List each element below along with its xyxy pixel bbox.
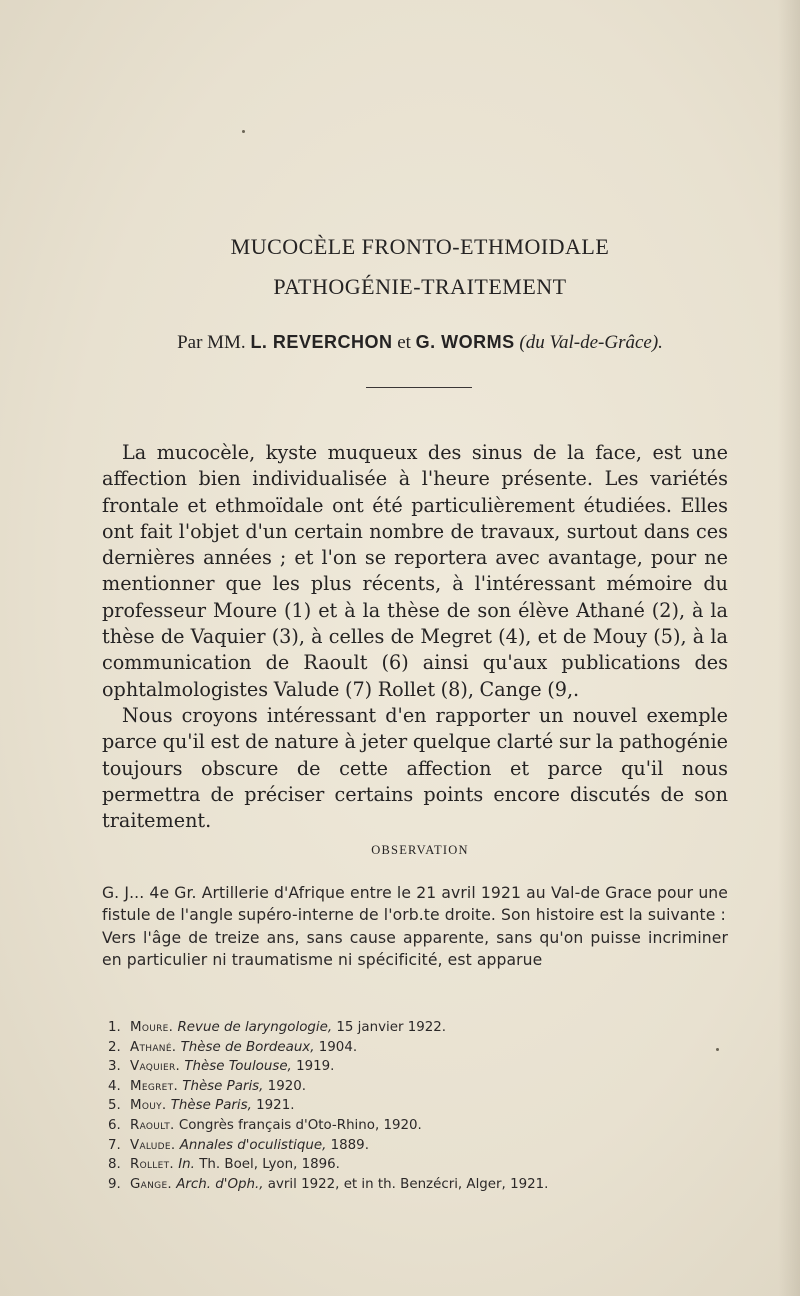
- footnote-item: 1. Moure. Revue de laryngologie, 15 janvier 1922.: [108, 1020, 447, 1035]
- paper-speck: [242, 130, 245, 133]
- byline-conjunction: et: [397, 332, 411, 353]
- author-reverchon: L. REVERCHON: [250, 332, 393, 352]
- observation-heading: OBSERVATION: [371, 843, 469, 857]
- footnote-item: 2. Athané. Thèse de Bordeaux, 1904.: [108, 1039, 358, 1055]
- footnotes-list: [108, 1018, 708, 1194]
- footnote-item: 6. Raoult. Congrès français d'Oto-Rhino, 1920.: [108, 1117, 422, 1133]
- byline-prefix: Par MM.: [177, 332, 246, 353]
- footnote-item: 3. Vaquier. Thèse Toulouse, 1919.: [108, 1059, 335, 1075]
- paper-speck: [716, 1048, 719, 1051]
- body-paragraph: La mucocèle, kyste muqueux des sinus de la face, est une affection bien individualisée à l'heure présente. Les variétés frontale et ethmoïdale ont été particulièrement étudiées. Elles ont fait l'objet d'un certain nombre de travaux, surtout dans ces dernières années ; et l'on se reportera avec avantage, pour ne mentionner que les plus récents, à l'intéressant mémoire du professeur Moure (1) et à la thèse de son élève Athané (2), à la thèse de Vaquier (3), à celles de Megret (4), et de Mouy (5), à la communication de Raoult (6) ainsi qu'aux publications des ophtalmologistes Valude (7) Rollet (8), Cange (9,.: [102, 441, 728, 701]
- footnote-item: 9. Gange. Arch. d'Oph., avril 1922, et in th. Benzécri, Alger, 1921.: [108, 1176, 549, 1192]
- footnote-item: 8. Rollet. In. Th. Boel, Lyon, 1896.: [108, 1157, 340, 1173]
- footnote-item: 4. Megret. Thèse Paris, 1920.: [108, 1078, 307, 1094]
- observation-text: [102, 882, 728, 971]
- author-worms: G. WORMS: [415, 332, 515, 352]
- page-edge-shadow: [778, 0, 800, 1296]
- introduction-text: [102, 440, 728, 834]
- footnote-item: 7. Valude. Annales d'oculistique, 1889.: [108, 1137, 369, 1153]
- footnote-item: 5. Mouy. Thèse Paris, 1921.: [108, 1098, 295, 1114]
- byline: [0, 332, 800, 354]
- body-paragraph: Nous croyons intéressant d'en rapporter un nouvel exemple parce qu'il est de nature à jeter quelque clarté sur la pathogénie toujours obscure de cette affection et parce qu'il nous permettra de préciser certains points encore discutés de son traitement.: [102, 703, 728, 833]
- article-title-line2: PATHOGÉNIE-TRAITEMENT: [273, 274, 567, 299]
- byline-affiliation: (du Val-de-Grâce).: [519, 332, 663, 353]
- observation-paragraph: G. J... 4e Gr. Artillerie d'Afrique entre le 21 avril 1921 au Val-de Grace pour une fistule de l'angle supéro-interne de l'orb.te droite. Son histoire est la suivante :: [102, 884, 728, 925]
- title-divider: [366, 387, 472, 388]
- observation-paragraph: Vers l'âge de treize ans, sans cause apparente, sans qu'on puisse incriminer en particulier ni traumatisme ni spécificité, est apparue: [102, 928, 728, 969]
- article-title-line1: MUCOCÈLE FRONTO-ETHMOIDALE: [230, 234, 610, 259]
